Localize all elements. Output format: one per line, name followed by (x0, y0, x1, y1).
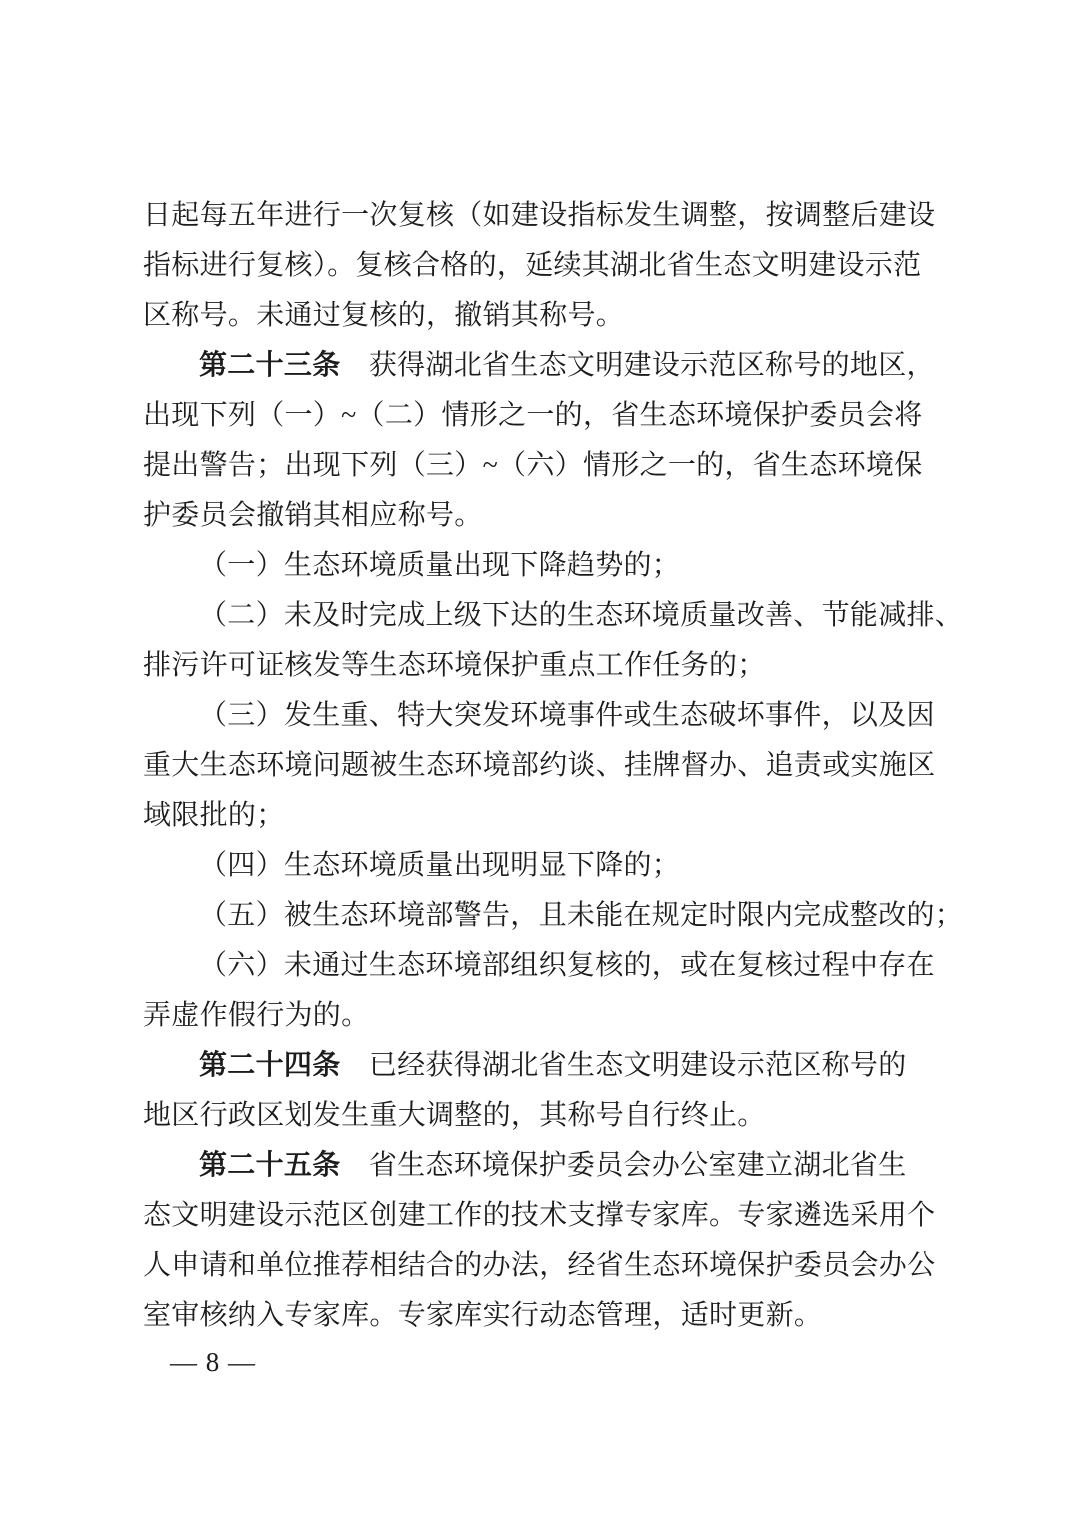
page-number: — 8 — (170, 1347, 256, 1377)
text-segment: 域限批的； (143, 800, 285, 831)
document-body (143, 191, 964, 1341)
text-segment: （二）未及时完成上级下达的生态环境质量改善、节能减排、 (199, 600, 964, 631)
text-line (143, 341, 955, 391)
text-line (143, 991, 955, 1041)
text-segment: 指标进行复核）。复核合格的，延续其湖北省生态文明建设示范 (143, 250, 922, 281)
text-line (143, 941, 955, 991)
text-segment: 排污许可证核发等生态环境保护重点工作任务的； (143, 650, 766, 681)
text-segment: 提出警告；出现下列（三）~（六）情形之一的，省生态环境保 (143, 450, 923, 481)
text-line (143, 1141, 955, 1191)
text-segment: 区称号。未通过复核的，撤销其称号。 (143, 300, 625, 331)
text-line (143, 641, 955, 691)
text-line (143, 791, 955, 841)
text-line (143, 541, 955, 591)
text-line (143, 1291, 955, 1341)
text-line (143, 1191, 955, 1241)
text-line (143, 841, 955, 891)
text-segment: 出现下列（一）~（二）情形之一的，省生态环境保护委员会将 (143, 400, 923, 431)
text-segment: 护委员会撤销其相应称号。 (143, 500, 483, 531)
text-segment: 人申请和单位推荐相结合的办法，经省生态环境保护委员会办公 (143, 1250, 936, 1281)
text-segment: 室审核纳入专家库。专家库实行动态管理，适时更新。 (143, 1300, 823, 1331)
text-segment: （三）发生重、特大突发环境事件或生态破坏事件，以及因 (199, 700, 935, 731)
article-heading: 第二十三条 (199, 350, 341, 381)
text-segment: 态文明建设示范区创建工作的技术支撑专家库。专家遴选采用个 (143, 1200, 936, 1231)
text-segment: （一）生态环境质量出现下降趋势的； (199, 550, 681, 581)
text-line (143, 491, 955, 541)
text-segment: 获得湖北省生态文明建设示范区称号的地区， (340, 350, 935, 381)
article-heading: 第二十五条 (199, 1150, 341, 1181)
text-segment: 重大生态环境问题被生态环境部约谈、挂牌督办、追责或实施区 (143, 750, 936, 781)
text-line (143, 441, 955, 491)
text-segment: 省生态环境保护委员会办公室建立湖北省生 (340, 1150, 907, 1181)
text-line (143, 1091, 955, 1141)
text-segment: （六）未通过生态环境部组织复核的，或在复核过程中存在 (199, 950, 935, 981)
text-line (143, 291, 955, 341)
text-segment: 弄虚作假行为的。 (143, 1000, 370, 1031)
article-heading: 第二十四条 (199, 1050, 341, 1081)
text-line (143, 241, 955, 291)
text-line (143, 891, 964, 941)
text-segment: 日起每五年进行一次复核（如建设指标发生调整，按调整后建设 (143, 200, 936, 231)
text-line (143, 391, 955, 441)
text-line (143, 591, 964, 641)
text-line (143, 691, 955, 741)
text-segment: 地区行政区划发生重大调整的，其称号自行终止。 (143, 1100, 766, 1131)
text-line (143, 1241, 955, 1291)
text-segment: 已经获得湖北省生态文明建设示范区称号的 (340, 1050, 907, 1081)
text-line (143, 1041, 955, 1091)
text-line (143, 191, 955, 241)
text-segment: （五）被生态环境部警告，且未能在规定时限内完成整改的； (199, 900, 964, 931)
text-segment: （四）生态环境质量出现明显下降的； (199, 850, 681, 881)
text-line (143, 741, 955, 791)
